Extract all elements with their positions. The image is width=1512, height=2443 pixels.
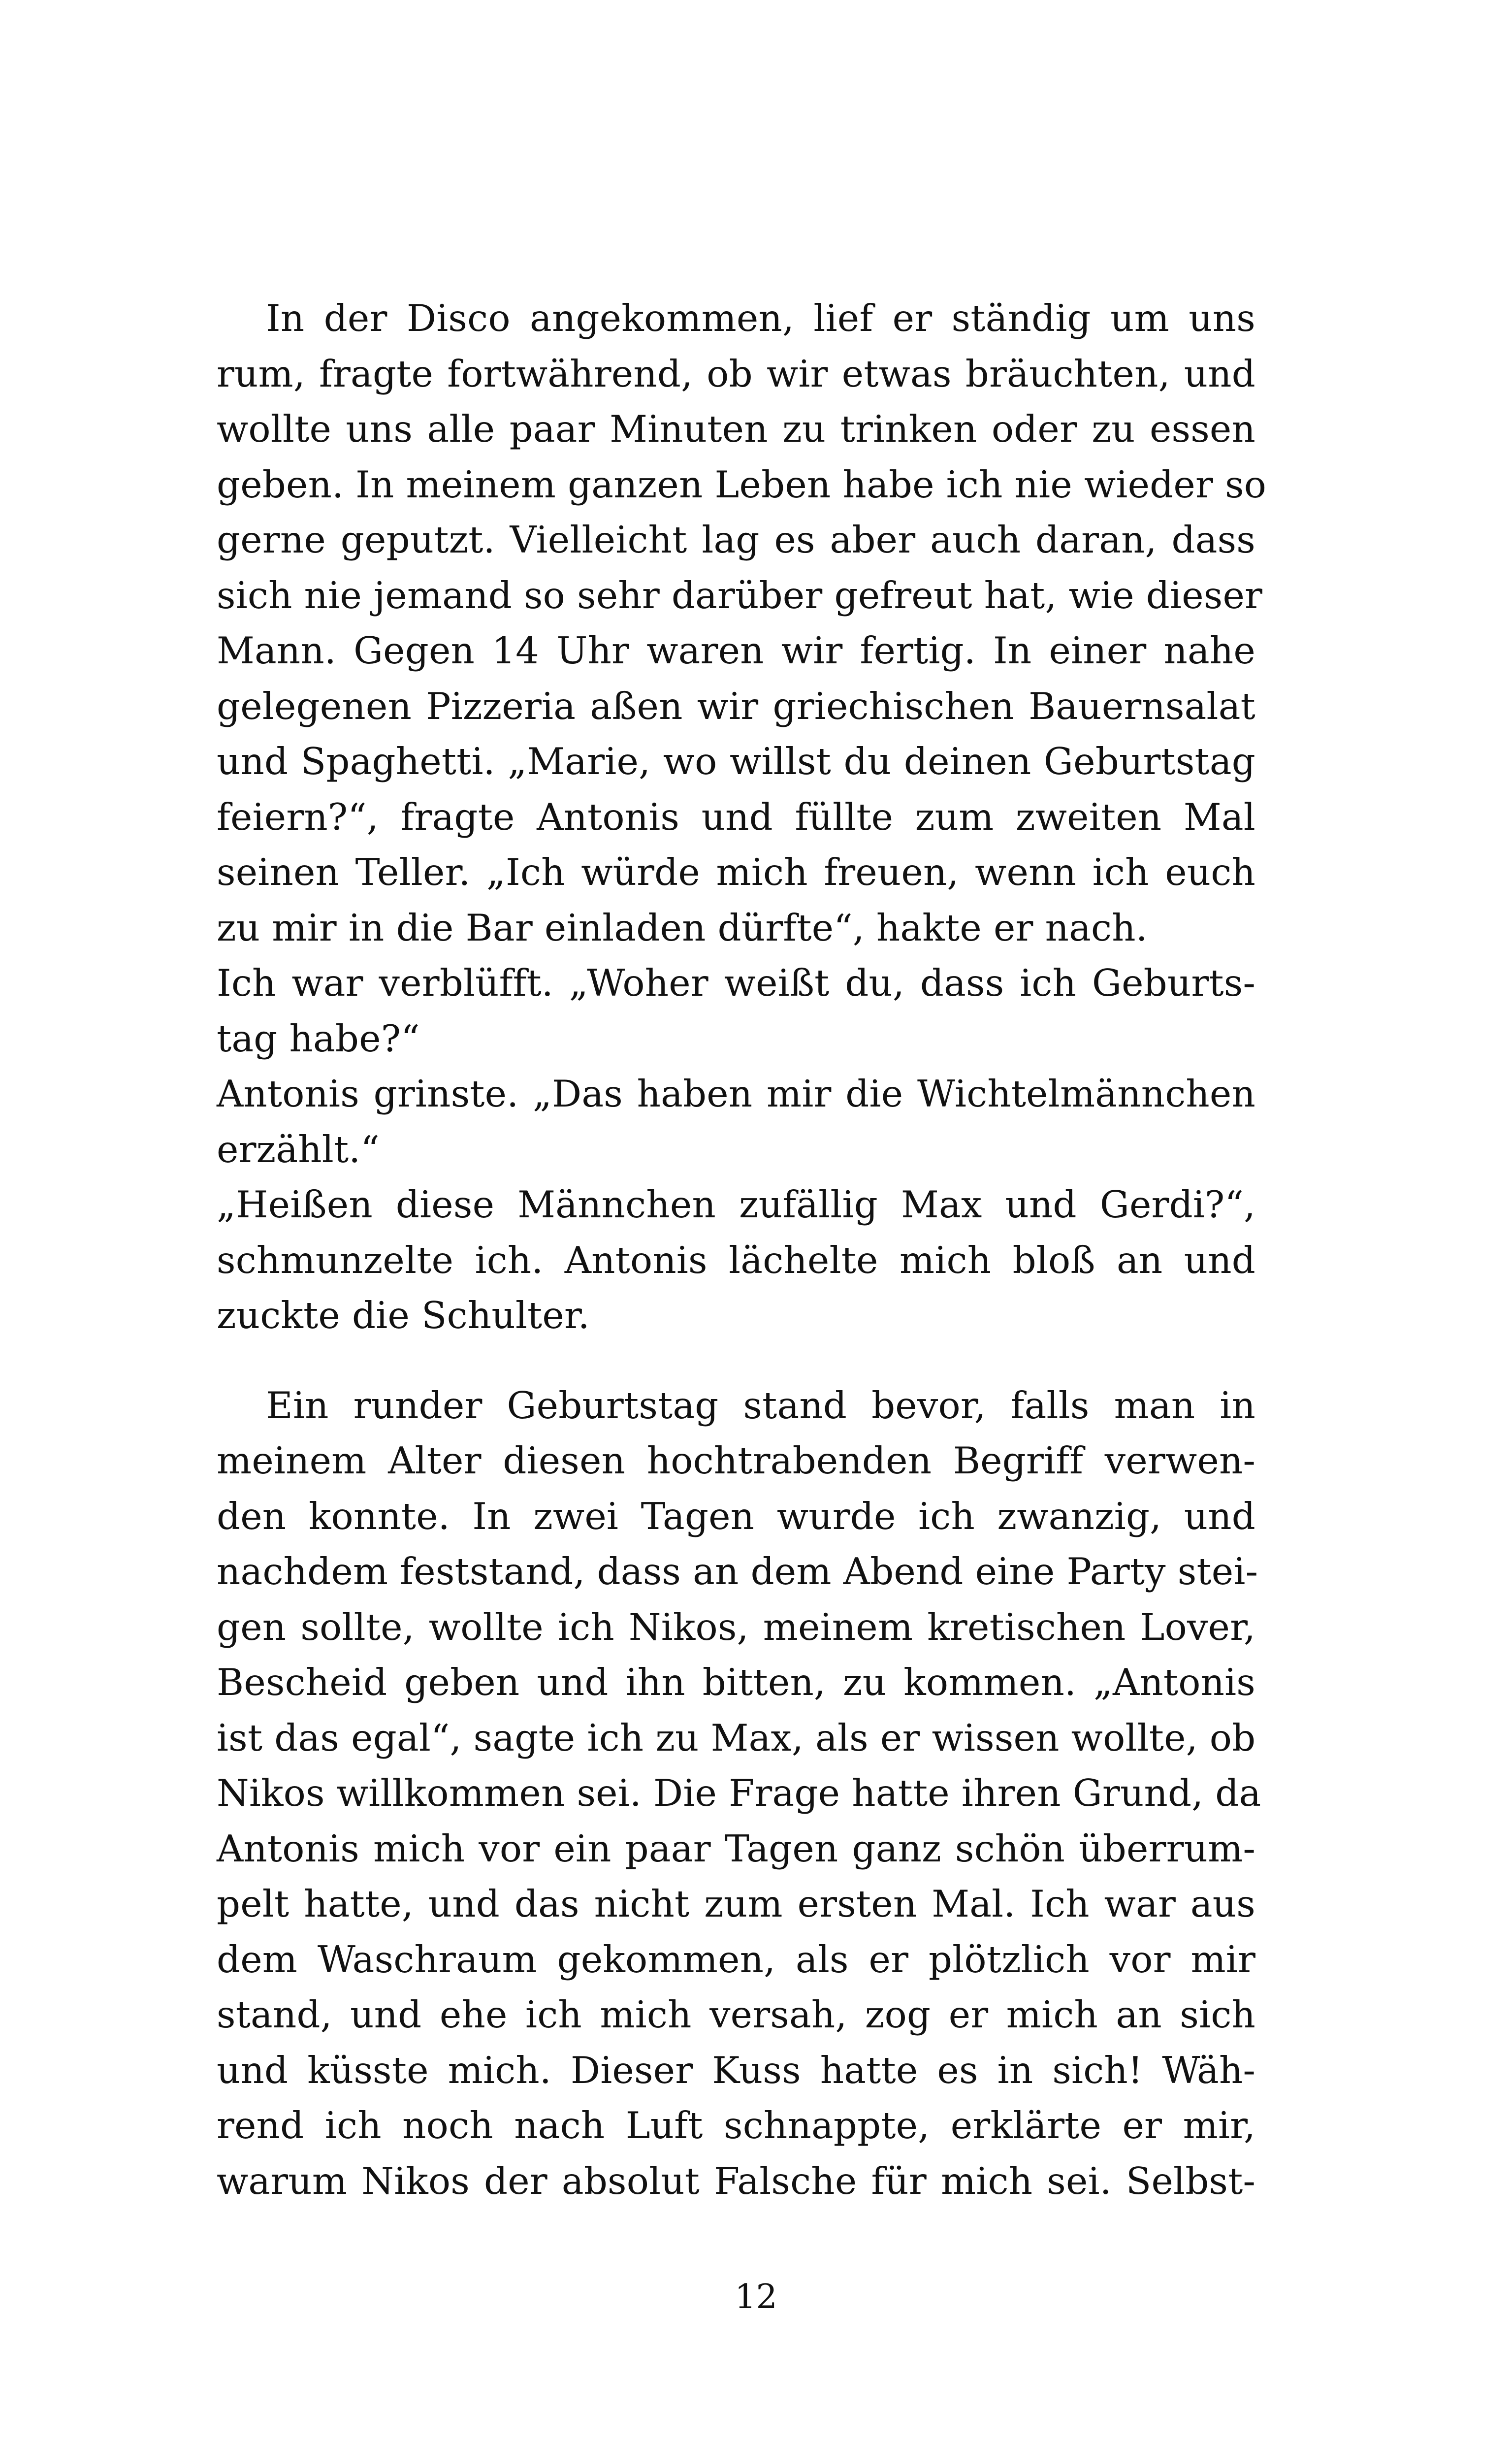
paragraph — [217, 955, 1255, 1066]
text-line: Bescheid geben und ihn bitten, zu kommen. „Antonis — [217, 1661, 1255, 1704]
text-line: wollte uns alle paar Minuten zu trinken oder zu essen — [217, 407, 1255, 451]
text-line: dem Waschraum gekommen, als er plötzlich vor mir — [217, 1937, 1255, 1981]
text-line: tag habe?“ — [217, 1016, 420, 1060]
text-line: geben. In meinem ganzen Leben habe ich nie wieder so — [217, 462, 1267, 506]
text-line: rum, fragte fortwährend, ob wir etwas bräuchten, und — [217, 352, 1255, 395]
text-line: Ich war verblüfft. „Woher weißt du, dass ich Geburts- — [217, 961, 1255, 1005]
paragraph — [217, 1378, 1261, 2209]
text-line: und küsste mich. Dieser Kuss hatte es in sich! Wäh- — [217, 2048, 1255, 2092]
paragraph — [217, 1177, 1255, 1343]
text-line: zuckte die Schulter. — [217, 1294, 590, 1337]
text-line: gen sollte, wollte ich Nikos, meinem kretischen Lover, — [217, 1605, 1255, 1649]
text-line: nachdem feststand, dass an dem Abend eine Party stei- — [217, 1550, 1258, 1593]
text-line: schmunzelte ich. Antonis lächelte mich bloß an und — [217, 1238, 1255, 1282]
text-line: Antonis grinste. „Das haben mir die Wichtelmännchen — [217, 1072, 1255, 1115]
text-line: pelt hatte, und das nicht zum ersten Mal. Ich war aus — [217, 1882, 1255, 1925]
text-line: feiern?“, fragte Antonis und füllte zum zweiten Mal — [217, 795, 1255, 839]
text-line: Nikos willkommen sei. Die Frage hatte ihren Grund, da — [217, 1771, 1261, 1815]
text-line: sich nie jemand so sehr darüber gefreut hat, wie dieser — [217, 573, 1263, 617]
text-line: zu mir in die Bar einladen dürfte“, hakte er nach. — [217, 906, 1148, 949]
text-line: gerne geputzt. Vielleicht lag es aber auch daran, dass — [217, 518, 1255, 561]
paragraph-gap — [217, 1343, 1255, 1378]
text-line: ist das egal“, sagte ich zu Max, als er wissen wollte, ob — [217, 1716, 1256, 1759]
text-line: warum Nikos der absolut Falsche für mich sei. Selbst- — [217, 2159, 1255, 2203]
text-line: seinen Teller. „Ich würde mich freuen, wenn ich euch — [217, 850, 1255, 894]
text-line: gelegenen Pizzeria aßen wir griechischen Bauernsalat — [217, 684, 1255, 728]
text-line: erzählt.“ — [217, 1127, 380, 1171]
text-line: In der Disco angekommen, lief er ständig um uns — [266, 296, 1255, 340]
body-text — [217, 291, 1267, 2209]
text-line: „Heißen diese Männchen zufällig Max und Gerdi?“, — [217, 1183, 1255, 1226]
text-line: den konnte. In zwei Tagen wurde ich zwanzig, und — [217, 1494, 1255, 1538]
page-number: 12 — [735, 2278, 777, 2316]
text-line: meinem Alter diesen hochtrabenden Begriff verwen- — [217, 1439, 1255, 1482]
text-line: Ein runder Geburtstag stand bevor, falls man in — [266, 1383, 1255, 1427]
text-line: Antonis mich vor ein paar Tagen ganz schön überrum- — [217, 1826, 1255, 1870]
text-line: und Spaghetti. „Marie, wo willst du deinen Geburtstag — [217, 740, 1255, 783]
text-line: Mann. Gegen 14 Uhr waren wir fertig. In einer nahe — [217, 629, 1255, 672]
paragraph — [217, 291, 1267, 955]
text-line: rend ich noch nach Luft schnappte, erklärte er mir, — [217, 2104, 1255, 2147]
paragraph — [217, 1066, 1255, 1177]
text-line: stand, und ehe ich mich versah, zog er mich an sich — [217, 1993, 1255, 2036]
